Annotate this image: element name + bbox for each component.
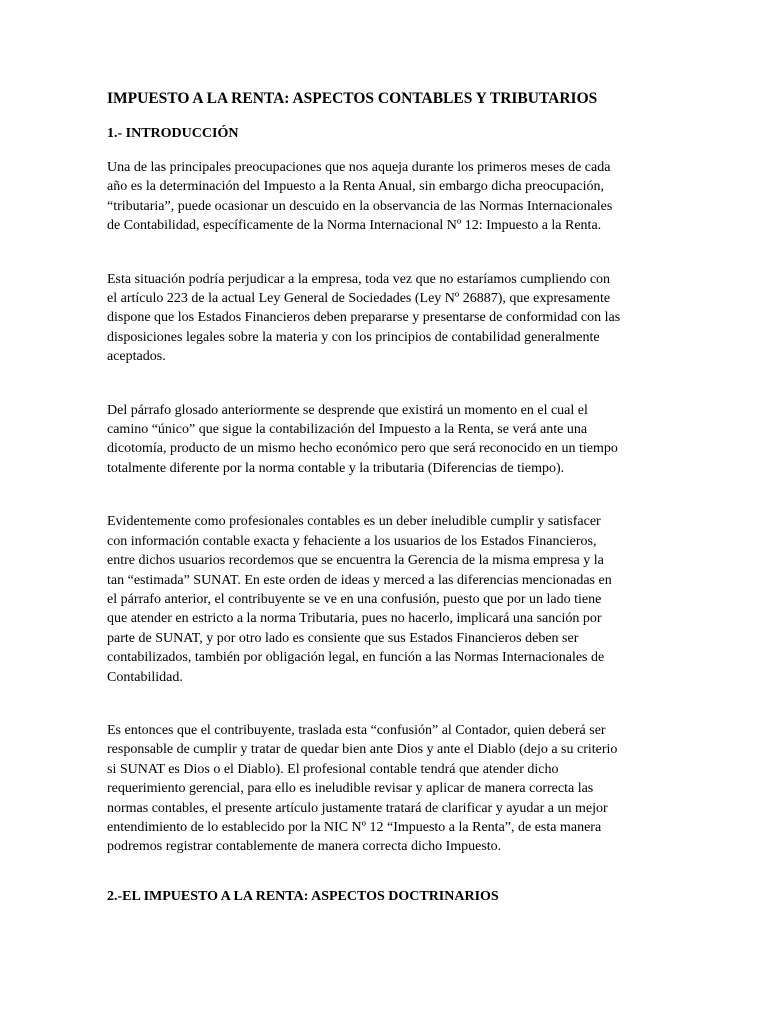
paragraph-line: podremos registrar contablemente de manera correcta dicho Impuesto. — [107, 839, 502, 855]
paragraph-line: Esta situación podría perjudicar a la empresa, toda vez que no estaríamos cumpliendo con — [107, 271, 611, 287]
paragraph-line: el párrafo anterior, el contribuyente se ve en una confusión, puesto que por un lado tiene — [107, 591, 602, 607]
paragraph-line: entendimiento de lo establecido por la NIC Nº 12 “Impuesto a la Renta”, de esta manera — [107, 819, 602, 835]
paragraph-line: que atender en estricto a la norma Tributaria, pues no hacerlo, implicará una sanción por — [107, 611, 602, 627]
paragraph-line: Evidentemente como profesionales contables es un deber ineludible cumplir y satisfacer — [107, 514, 601, 530]
paragraph-line: aceptados. — [107, 349, 166, 365]
paragraph-line: de Contabilidad, específicamente de la Norma Internacional Nº 12: Impuesto a la Renta. — [107, 218, 602, 234]
paragraph-line: disposiciones legales sobre la materia y con los principios de contabilidad generalmente — [107, 329, 600, 345]
paragraph-line: Es entonces que el contribuyente, traslada esta “confusión” al Contador, quien deberá ser — [107, 722, 606, 738]
paragraph-line: tan “estimada” SUNAT. En este orden de ideas y merced a las diferencias mencionadas en — [107, 572, 612, 588]
paragraph-line: responsable de cumplir y tratar de quedar bien ante Dios y ante el Diablo (dejo a su criterio — [107, 742, 618, 758]
document-title: IMPUESTO A LA RENTA: ASPECTOS CONTABLES Y TRIBUTARIOS — [107, 90, 598, 107]
section-heading-aspectos-doctrinarios: 2.-EL IMPUESTO A LA RENTA: ASPECTOS DOCTRINARIOS — [107, 888, 499, 904]
document-body — [107, 88, 667, 907]
paragraph-2 — [107, 270, 667, 367]
paragraph-line: parte de SUNAT, y por otro lado es consiente que sus Estados Financieros deben ser — [107, 630, 579, 646]
paragraph-3 — [107, 401, 667, 479]
paragraph-line: “tributaria”, puede ocasionar un descuido en la observancia de las Normas Internacionales — [107, 198, 613, 214]
paragraph-line: Una de las principales preocupaciones que nos aqueja durante los primeros meses de cada — [107, 160, 611, 175]
paragraph-line: año es la determinación del Impuesto a la Renta Anual, sin embargo dicha preocupación, — [107, 179, 604, 195]
paragraph-line: dispone que los Estados Financieros deben prepararse y presentarse de conformidad con las — [107, 310, 621, 326]
paragraph-line: con información contable exacta y fehaciente a los usuarios de los Estados Financieros, — [107, 533, 597, 549]
paragraph-line: totalmente diferente por la norma contable y la tributaria (Diferencias de tiempo). — [107, 460, 565, 476]
paragraph-line: camino “único” que sigue la contabilización del Impuesto a la Renta, se verá ante una — [107, 422, 588, 438]
paragraph-line: contabilizados, también por obligación legal, en función a las Normas Internacionales de — [107, 650, 605, 666]
paragraph-5 — [107, 721, 667, 857]
paragraph-line: Del párrafo glosado anteriormente se desprende que existirá un momento en el cual el — [107, 402, 588, 418]
paragraph-line: el artículo 223 de la actual Ley General de Sociedades (Ley Nº 26887), que expresamente — [107, 291, 611, 307]
paragraph-line: si SUNAT es Dios o el Diablo). El profesional contable tendrá que atender dicho — [107, 761, 559, 777]
paragraph-4 — [107, 512, 667, 687]
paragraph-line: normas contables, el presente artículo justamente tratará de clarificar y ayudar a un mejor — [107, 800, 608, 816]
paragraph-1 — [107, 158, 667, 236]
paragraph-line: dicotomía, producto de un mismo hecho económico pero que será reconocido en un tiempo — [107, 441, 618, 457]
paragraph-line: requerimiento gerencial, para ello es ineludible revisar y aplicar de manera correcta las — [107, 781, 594, 797]
paragraph-line: entre dichos usuarios recordemos que se encuentra la Gerencia de la misma empresa y la — [107, 553, 604, 569]
paragraph-line: Contabilidad. — [107, 669, 183, 685]
section-heading-introduccion: 1.- INTRODUCCIÓN — [107, 126, 239, 141]
